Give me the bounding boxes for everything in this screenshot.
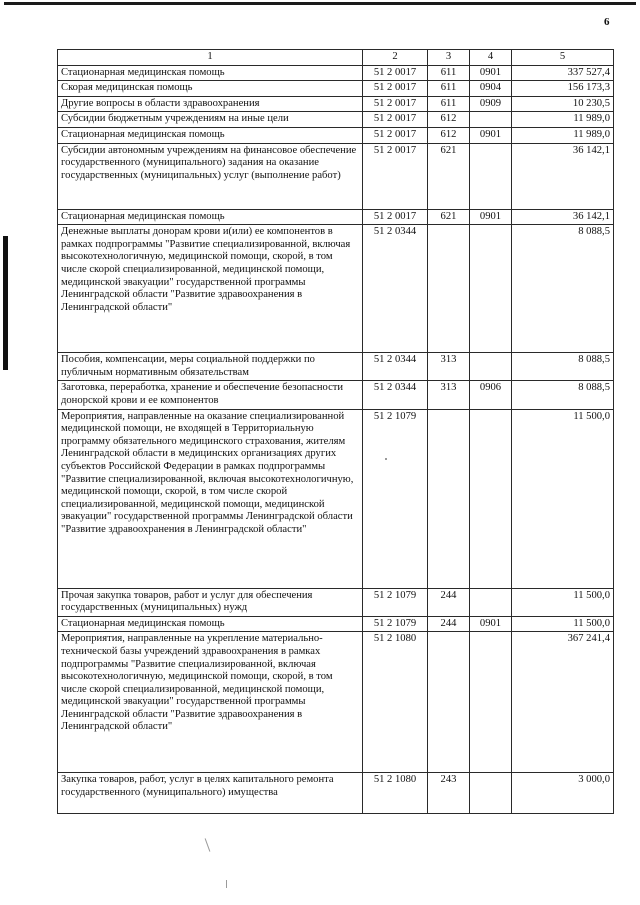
- row-amount: 11 500,0: [512, 616, 614, 632]
- row-section-code: [470, 773, 512, 814]
- row-section-code: 0904: [470, 81, 512, 97]
- page-number: 6: [604, 16, 610, 28]
- row-expense-type: 621: [428, 209, 470, 225]
- row-expense-type: 313: [428, 353, 470, 381]
- table-row: [58, 773, 614, 814]
- table-row: [58, 112, 614, 128]
- row-target-code: 51 2 0017: [363, 96, 428, 112]
- scan-speck: [226, 880, 227, 888]
- row-name: Денежные выплаты донорам крови и(или) ее компонентов в рамках подпрограммы "Развитие специализированной, включая высокотехнологичную, медицинской помощи, скорой, в том числе скорой специализированной, медицинской помощи, медицинской эвакуации" государственной программы Ленинградской области "Развитие здравоохранения в Ленинградской области": [58, 225, 363, 353]
- row-section-code: 0909: [470, 96, 512, 112]
- row-section-code: [470, 588, 512, 616]
- table-row: [58, 143, 614, 209]
- col-header: 3: [428, 50, 470, 66]
- row-amount: 337 527,4: [512, 65, 614, 81]
- row-target-code: 51 2 1079: [363, 588, 428, 616]
- scan-speck: [205, 838, 211, 851]
- row-amount: 36 142,1: [512, 209, 614, 225]
- row-target-code: 51 2 0017: [363, 65, 428, 81]
- row-target-code: 51 2 0344: [363, 353, 428, 381]
- row-expense-type: 243: [428, 773, 470, 814]
- row-expense-type: 313: [428, 381, 470, 409]
- row-name: Стационарная медицинская помощь: [58, 209, 363, 225]
- row-amount: 156 173,3: [512, 81, 614, 97]
- row-section-code: [470, 112, 512, 128]
- row-target-code: 51 2 0017: [363, 143, 428, 209]
- row-amount: 8 088,5: [512, 225, 614, 353]
- scan-margin-mark: [3, 236, 8, 370]
- row-amount: 11 989,0: [512, 112, 614, 128]
- row-section-code: [470, 632, 512, 773]
- table-row: [58, 409, 614, 588]
- row-target-code: 51 2 0017: [363, 81, 428, 97]
- table-row: [58, 616, 614, 632]
- row-name: Стационарная медицинская помощь: [58, 127, 363, 143]
- table-row: [58, 588, 614, 616]
- row-target-code: 51 2 0017: [363, 209, 428, 225]
- row-target-code: 51 2 1080: [363, 632, 428, 773]
- row-amount: 36 142,1: [512, 143, 614, 209]
- row-target-code: 51 2 1079: [363, 616, 428, 632]
- row-section-code: [470, 143, 512, 209]
- row-expense-type: [428, 225, 470, 353]
- table-row: [58, 127, 614, 143]
- row-name: Стационарная медицинская помощь: [58, 616, 363, 632]
- col-header: 1: [58, 50, 363, 66]
- table-row: [58, 209, 614, 225]
- row-section-code: 0901: [470, 65, 512, 81]
- row-name: Заготовка, переработка, хранение и обеспечение безопасности донорской крови и ее компонентов: [58, 381, 363, 409]
- row-expense-type: 621: [428, 143, 470, 209]
- row-name: Субсидии бюджетным учреждениям на иные цели: [58, 112, 363, 128]
- table-header-row: [58, 50, 614, 66]
- row-expense-type: 612: [428, 127, 470, 143]
- row-name: Пособия, компенсации, меры социальной поддержки по публичным нормативным обязательствам: [58, 353, 363, 381]
- row-amount: 8 088,5: [512, 353, 614, 381]
- row-target-code: 51 2 0344: [363, 225, 428, 353]
- row-section-code: 0906: [470, 381, 512, 409]
- row-expense-type: 244: [428, 616, 470, 632]
- col-header: 4: [470, 50, 512, 66]
- row-expense-type: 611: [428, 65, 470, 81]
- col-header: 2: [363, 50, 428, 66]
- row-target-code: 51 2 0017: [363, 127, 428, 143]
- table-row: [58, 632, 614, 773]
- row-target-code: 51 2 1080: [363, 773, 428, 814]
- row-name: Закупка товаров, работ, услуг в целях капитального ремонта государственного (муниципального) имущества: [58, 773, 363, 814]
- row-amount: 11 989,0: [512, 127, 614, 143]
- row-amount: 367 241,4: [512, 632, 614, 773]
- row-section-code: [470, 353, 512, 381]
- row-expense-type: 611: [428, 96, 470, 112]
- table-row: [58, 381, 614, 409]
- row-name: Мероприятия, направленные на оказание специализированной медицинской помощи, не входящей в Территориальную программу обязательного медицинского страхования, жителям Ленинградской области в медицинских организациях других субъектов Российской Федерации в рамках подпрограммы "Развитие специализированной, включая высокотехнологичную, медицинской помощи, скорой, в том числе скорой специализированной, медицинской помощи, медицинской эвакуации" государственной программы Ленинградской области "Развитие здравоохранения в Ленинградской области": [58, 409, 363, 588]
- table-row: [58, 81, 614, 97]
- row-section-code: 0901: [470, 127, 512, 143]
- row-expense-type: 244: [428, 588, 470, 616]
- row-amount: 11 500,0: [512, 588, 614, 616]
- table-row: [58, 353, 614, 381]
- row-section-code: [470, 409, 512, 588]
- col-header: 5: [512, 50, 614, 66]
- row-target-code: 51 2 1079: [363, 409, 428, 588]
- row-name: Другие вопросы в области здравоохранения: [58, 96, 363, 112]
- row-target-code: 51 2 0344: [363, 381, 428, 409]
- row-amount: 10 230,5: [512, 96, 614, 112]
- row-name: Скорая медицинская помощь: [58, 81, 363, 97]
- row-section-code: 0901: [470, 616, 512, 632]
- row-name: Мероприятия, направленные на укрепление материально-технической базы учреждений здравоохранения в рамках подпрограммы "Развитие специализированной, включая высокотехнологичную, медицинской помощи, скорой, в том числе скорой специализированной, медицинской помощи, медицинской эвакуации" государственной программы Ленинградской области "Развитие здравоохранения в Ленинградской области": [58, 632, 363, 773]
- row-section-code: 0901: [470, 209, 512, 225]
- row-expense-type: [428, 409, 470, 588]
- scan-top-edge: [4, 2, 636, 5]
- row-amount: 8 088,5: [512, 381, 614, 409]
- row-expense-type: 611: [428, 81, 470, 97]
- row-target-code: 51 2 0017: [363, 112, 428, 128]
- row-name: Стационарная медицинская помощь: [58, 65, 363, 81]
- row-amount: 3 000,0: [512, 773, 614, 814]
- budget-table: [57, 49, 614, 814]
- row-amount: 11 500,0: [512, 409, 614, 588]
- table-row: [58, 65, 614, 81]
- table-row: [58, 225, 614, 353]
- row-expense-type: [428, 632, 470, 773]
- row-section-code: [470, 225, 512, 353]
- table-row: [58, 96, 614, 112]
- row-name: Прочая закупка товаров, работ и услуг для обеспечения государственных (муниципальных) нужд: [58, 588, 363, 616]
- row-name: Субсидии автономным учреждениям на финансовое обеспечение государственного (муниципального) задания на оказание государственных (муниципальных) услуг (выполнение работ): [58, 143, 363, 209]
- row-expense-type: 612: [428, 112, 470, 128]
